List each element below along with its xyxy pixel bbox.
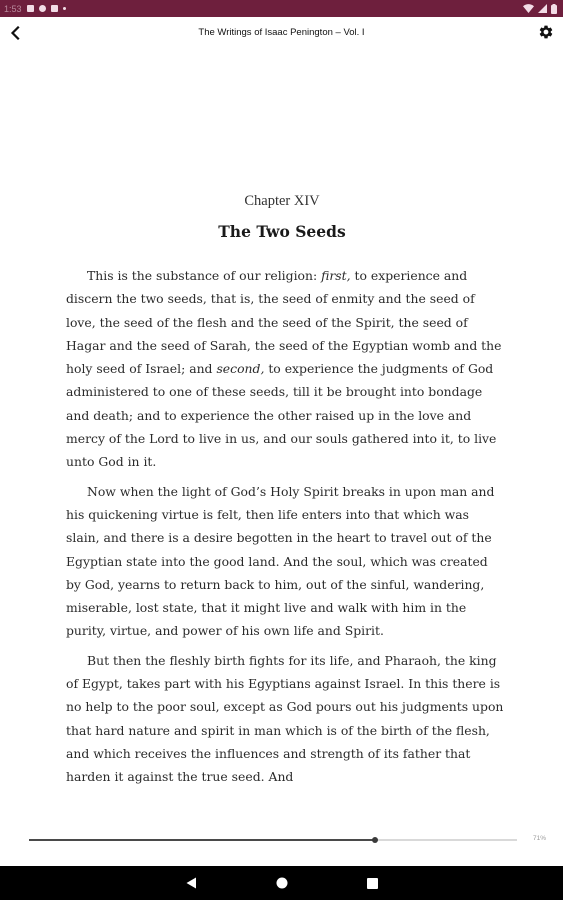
progress-slider[interactable] — [29, 839, 517, 841]
paragraph-text: But then the fleshly birth fights for its life, and Pharaoh, the king of Egypt, takes part with his Egyptians against Israel. In this there is no help to the poor soul, except as God pours out his judgments upon that hard nature and spirit in man which is of the birth of the flesh, and which receives the influences and strength of its father that harden it against the true seed. And — [66, 652, 504, 785]
status-left — [4, 2, 66, 15]
status-time: 1:53 — [4, 3, 22, 14]
progress-fill — [29, 839, 375, 841]
square-recents-icon — [367, 874, 378, 893]
settings-button[interactable] — [534, 22, 558, 46]
more-notifications-icon — [63, 7, 66, 10]
emphasis-text: first, — [321, 268, 351, 283]
nav-recents-button[interactable] — [362, 873, 382, 893]
chapter-title: The Two Seeds — [218, 222, 346, 241]
sd-card-icon — [51, 5, 58, 12]
nav-home-button[interactable] — [272, 873, 292, 893]
emphasis-text: second, — [216, 361, 265, 377]
back-button[interactable] — [4, 21, 26, 47]
triangle-back-icon — [186, 874, 197, 893]
chapter-body — [66, 264, 506, 789]
wifi-icon — [523, 4, 534, 13]
battery-icon — [551, 4, 557, 14]
chevron-left-icon — [10, 25, 20, 44]
system-nav-bar — [0, 866, 563, 900]
paragraph-text: to experience the judgments of God administered to one of these seeds, till it be brought into bondage and death; and to experience the other raised up in the love and mercy of the Lord to live in us, and our souls gathered into it, to live unto God in it. — [66, 361, 497, 470]
gear-icon — [538, 24, 554, 44]
chapter-number: Chapter XIV — [244, 193, 320, 209]
status-bar — [0, 0, 563, 17]
cell-signal-icon — [538, 4, 547, 13]
paragraph — [66, 480, 506, 643]
paragraph-text: Now when the light of God’s Holy Spirit breaks in upon man and his quickening virtue is felt, then life enters into that which was slain, and there is a desire begotten in the heart to travel out of the Egyptian state into the good land. And the soul, which was created by God, yearns to return back to him, out of the sinful, wandering, miserable, lost state, that it might live and walk with him in the purity, virtue, and power of his own life and Spirit. — [66, 483, 495, 639]
play-store-icon — [39, 5, 46, 12]
status-right — [523, 2, 557, 15]
paragraph — [66, 264, 506, 474]
app-bar — [0, 17, 563, 51]
nav-back-button[interactable] — [181, 873, 201, 893]
reader-page[interactable] — [66, 191, 506, 821]
reading-progress — [0, 832, 563, 850]
circle-home-icon — [276, 874, 288, 893]
paragraph-text: This is the substance of our religion: — [87, 268, 322, 283]
paragraph — [66, 649, 506, 789]
paragraph-text: to experience and discern the two seeds, that is, the seed of enmity and the seed of love, the seed of the flesh and the seed of the Spirit, the seed of Hagar and the seed of Sarah, the seed of the Egyptian womb and the holy seed of Israel; and — [66, 268, 502, 377]
progress-thumb[interactable] — [372, 837, 378, 843]
notification-icon — [27, 5, 34, 12]
progress-percent: 71% — [532, 835, 546, 842]
book-title: The Writings of Isaac Penington – Vol. I — [198, 27, 365, 38]
